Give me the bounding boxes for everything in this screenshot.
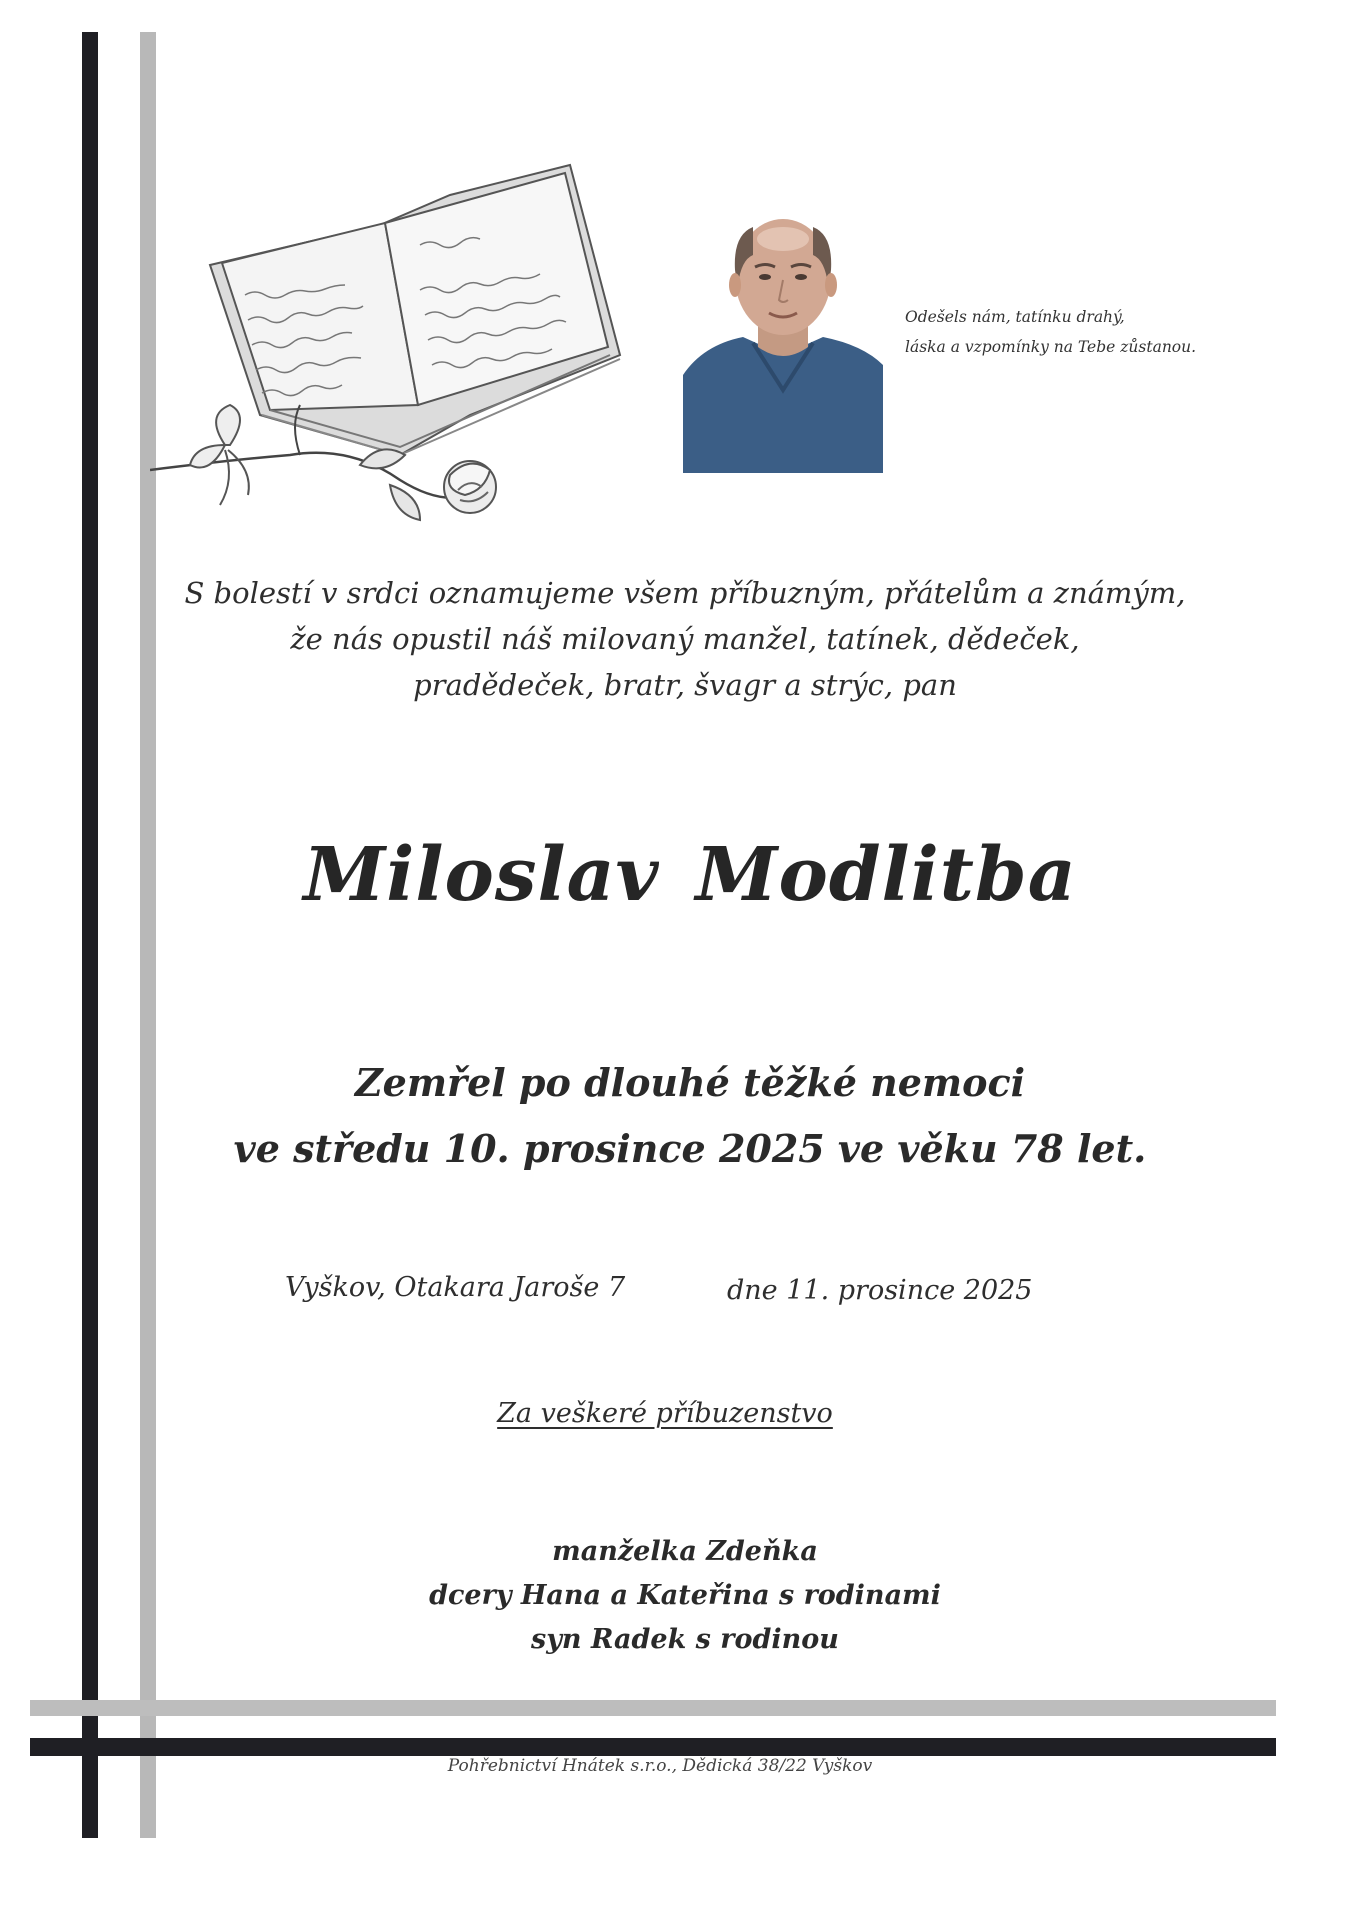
deceased-name: [160, 830, 1220, 920]
verse-line-2: láska a vzpomínky na Tebe zůstanou.: [905, 338, 1197, 356]
address: Vyškov, Otakara Jaroše 7: [285, 1272, 626, 1303]
announcement-intro: [160, 570, 1210, 708]
intro-line-1: S bolestí v srdci oznamujeme všem příbuzným, přátelům a známým,: [184, 576, 1186, 610]
family-members: [160, 1530, 1210, 1662]
notice-date: dne 11. prosince 2025: [727, 1275, 1033, 1306]
funeral-service-footer: Pohřebnictví Hnátek s.r.o., Dědická 38/22 Vyškov: [447, 1756, 873, 1776]
family-line-2: dcery Hana a Kateřina s rodinami: [429, 1580, 941, 1611]
death-notice: [160, 1050, 1220, 1182]
deceased-last-name: Modlitba: [695, 832, 1077, 918]
family-heading-text: Za veškeré příbuzenstvo: [497, 1398, 833, 1429]
book-and-rose-illustration: [150, 125, 660, 535]
deceased-first-name: Miloslav: [303, 832, 660, 918]
bottom-grey-border-line: [30, 1700, 1276, 1716]
memorial-verse: [905, 302, 1285, 362]
intro-line-3: pradědeček, bratr, švagr a strýc, pan: [413, 668, 957, 702]
left-dark-border-line: [82, 32, 98, 1838]
family-line-1: manželka Zdeňka: [552, 1536, 818, 1567]
death-line-2: ve středu 10. prosince 2025 ve věku 78 let.: [233, 1126, 1147, 1171]
intro-line-2: že nás opustil náš milovaný manžel, tatínek, dědeček,: [290, 622, 1080, 656]
verse-line-1: Odešels nám, tatínku drahý,: [905, 308, 1125, 326]
family-line-3: syn Radek s rodinou: [531, 1624, 839, 1655]
portrait-photo: [683, 215, 883, 473]
bottom-dark-border-line: [30, 1738, 1276, 1756]
family-heading: [160, 1398, 1170, 1429]
death-line-1: Zemřel po dlouhé těžké nemoci: [354, 1060, 1026, 1105]
